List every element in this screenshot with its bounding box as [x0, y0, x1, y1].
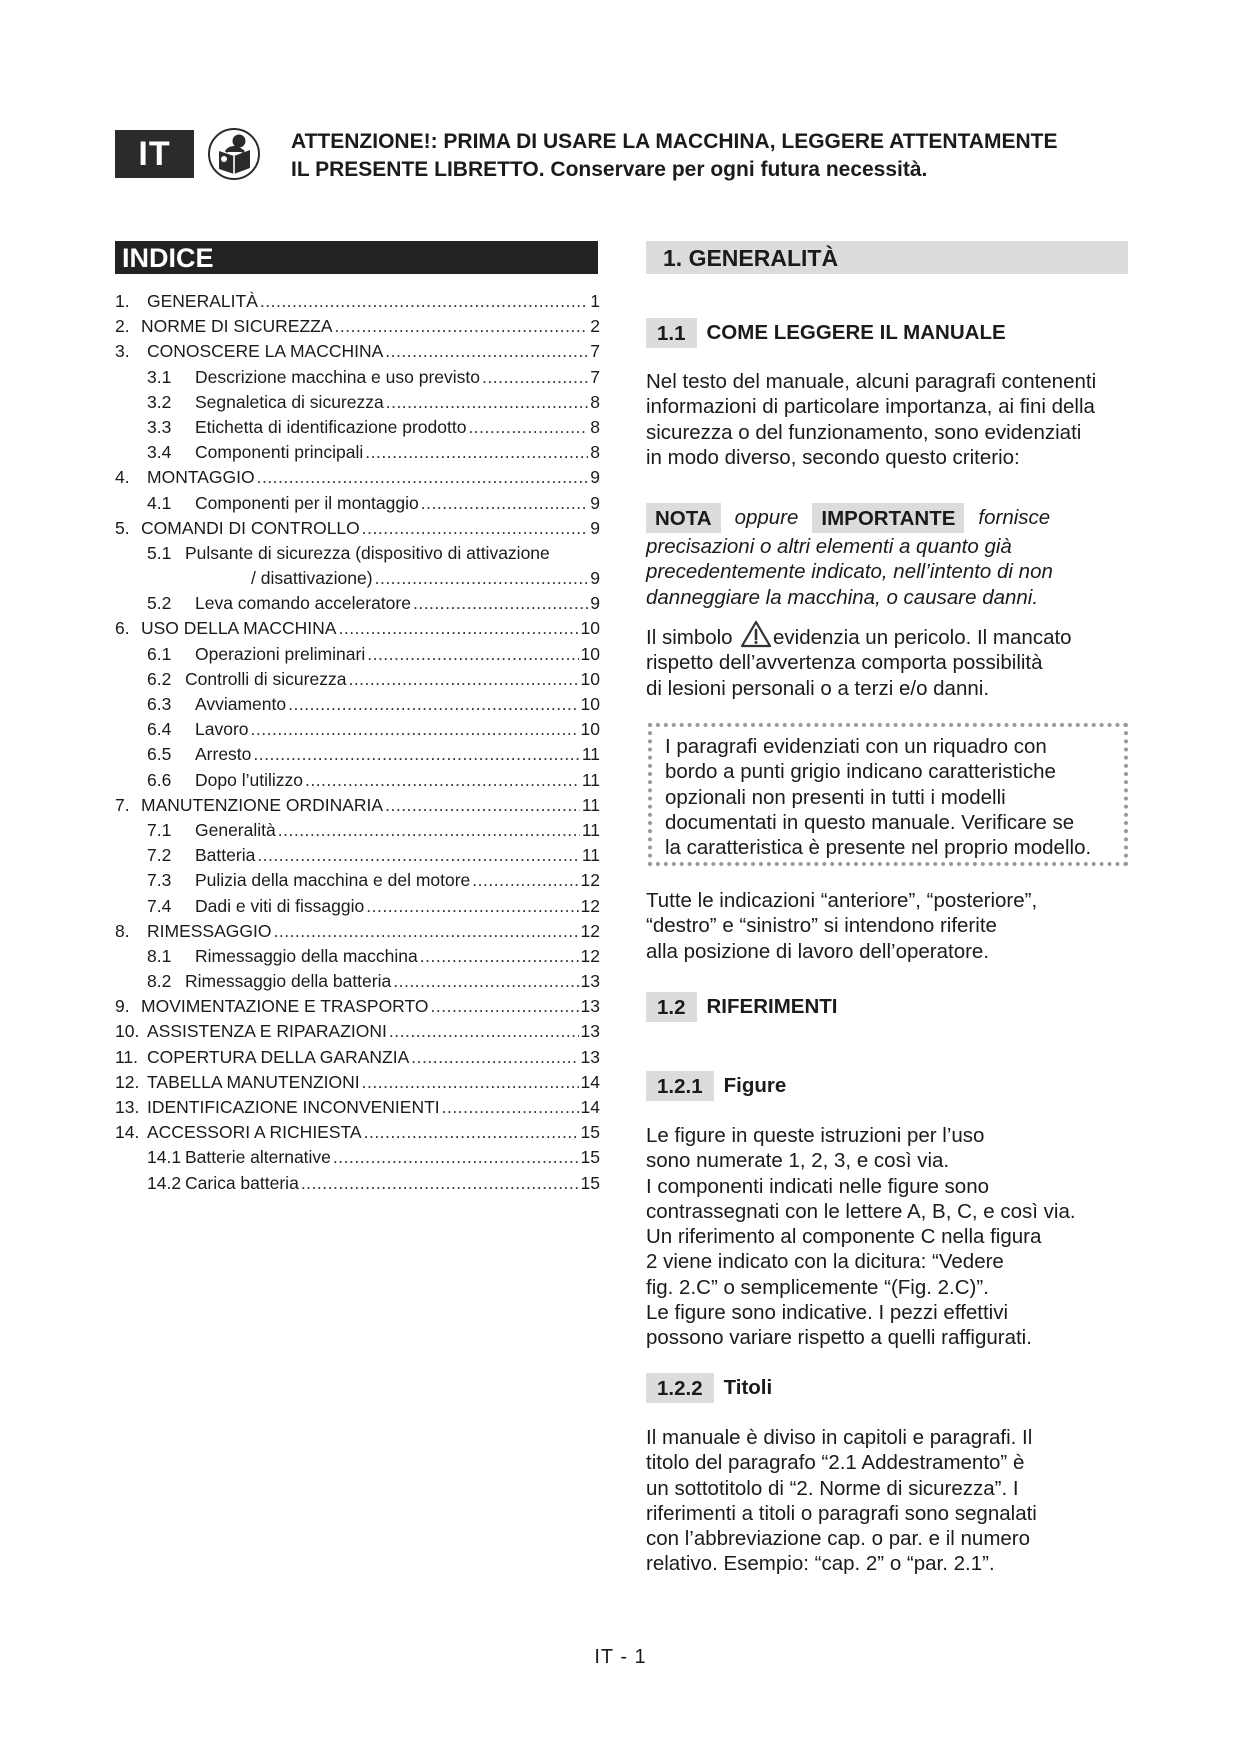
toc-entry-label: Controlli di sicurezza: [185, 668, 347, 689]
toc-entry[interactable]: [115, 314, 600, 339]
toc-leader-dots: [253, 742, 579, 767]
toc-entry-label: NORME DI SICUREZZA: [141, 316, 333, 337]
toc-entry-number: 3.2: [147, 391, 172, 412]
toc-entry-label: / disattivazione): [251, 568, 373, 589]
toc-leader-dots: [348, 667, 578, 692]
language-badge: IT: [115, 130, 194, 178]
toc-entry[interactable]: [115, 692, 600, 717]
text-line: sono numerate 1, 2, 3, e così via.: [646, 1149, 950, 1173]
toc-entry-number: 3.4: [147, 442, 172, 463]
text-line: danneggiare la macchina, o causare danni.: [646, 585, 1039, 609]
toc-entry[interactable]: [115, 969, 600, 994]
toc-entry[interactable]: [115, 793, 600, 818]
toc-leader-dots: [420, 944, 579, 969]
index-title: INDICE: [115, 241, 598, 274]
note-paragraph: [646, 534, 1053, 610]
text-line: Nel testo del manuale, alcuni paragrafi contenenti: [646, 370, 1097, 393]
subsection-number: 1.2: [646, 992, 697, 1022]
toc-leader-dots: [364, 1120, 579, 1145]
toc-entry-label: MONTAGGIO: [147, 467, 255, 488]
toc-entry-label: Leva comando acceleratore: [195, 593, 411, 614]
toc-leader-dots: [413, 591, 588, 616]
table-of-contents: [115, 289, 600, 1196]
toc-entry[interactable]: [115, 1120, 600, 1145]
text-line: opzionali non presenti in tutti i modelli: [665, 785, 1006, 809]
toc-entry-label: Batteria: [195, 845, 256, 866]
toc-entry[interactable]: [115, 1070, 600, 1095]
toc-entry-number: 8.2: [147, 971, 172, 992]
text-line: Le figure sono indicative. I pezzi effettivi: [646, 1301, 1008, 1325]
toc-entry[interactable]: [115, 566, 600, 591]
toc-entry[interactable]: [115, 440, 600, 465]
toc-entry-label: Batterie alternative: [185, 1147, 331, 1168]
directions-paragraph: [646, 888, 1146, 964]
toc-entry-label: GENERALITÀ: [147, 291, 258, 311]
toc-entry-label: Segnaletica di sicurezza: [195, 391, 384, 412]
toc-entry[interactable]: [115, 365, 600, 390]
toc-entry-number: 11.: [115, 1046, 139, 1067]
toc-entry[interactable]: [115, 1045, 600, 1070]
toc-leader-dots: [393, 969, 578, 994]
toc-entry-page: 11: [581, 845, 600, 866]
toc-leader-dots: [472, 868, 578, 893]
toc-leader-dots: [442, 1095, 579, 1120]
toc-entry[interactable]: [115, 717, 600, 742]
toc-entry-page: 14: [580, 1097, 600, 1117]
toc-entry-label: Etichetta di identificazione prodotto: [195, 416, 467, 437]
toc-entry-number: 9.: [115, 996, 130, 1017]
toc-leader-dots: [338, 616, 578, 641]
toc-entry-page: 12: [580, 895, 600, 916]
toc-leader-dots: [257, 843, 580, 868]
toc-entry-label: Lavoro: [195, 719, 249, 740]
toc-leader-dots: [257, 465, 589, 490]
toc-entry[interactable]: [115, 616, 600, 641]
toc-entry-number: 6.1: [147, 643, 172, 664]
text-line: Il manuale è diviso in capitoli e paragrafi. Il: [646, 1426, 1033, 1449]
toc-entry[interactable]: [115, 465, 600, 490]
toc-entry-page: 10: [580, 668, 600, 689]
toc-entry-page: 15: [580, 1147, 600, 1168]
toc-entry-label: CONOSCERE LA MACCHINA: [147, 341, 384, 362]
toc-leader-dots: [362, 516, 588, 541]
subsection-heading-1-2-1: [646, 1071, 786, 1101]
toc-entry-number: 1.: [115, 291, 130, 311]
symbol-post-text: evidenzia un pericolo. Il mancato: [773, 626, 1072, 649]
subsection-title: Figure: [723, 1074, 787, 1097]
toc-leader-dots: [431, 994, 579, 1019]
warning-line-1: ATTENZIONE!: PRIMA DI USARE LA MACCHINA, LEGGERE ATTENTAMENTE: [291, 130, 1058, 153]
text-line: Le figure in queste istruzioni per l’uso: [646, 1124, 985, 1147]
toc-entry-label: Rimessaggio della macchina: [195, 945, 418, 966]
subsection-number: 1.2.1: [646, 1071, 714, 1101]
text-line: contrassegnati con le lettere A, B, C, e così via.: [646, 1199, 1076, 1223]
toc-entry[interactable]: [115, 591, 600, 616]
toc-entry-label: USO DELLA MACCHINA: [141, 618, 337, 639]
toc-leader-dots: [468, 415, 588, 440]
toc-entry[interactable]: [115, 415, 600, 440]
optional-features-box: [648, 723, 1128, 866]
text-line: precedentemente indicato, nell’intento di non: [646, 560, 1053, 584]
text-line: riferimenti a titoli o paragrafi sono segnalati: [646, 1501, 1037, 1525]
toc-entry-number: 8.: [115, 920, 130, 941]
text-line: precisazioni o altri elementi a quanto già: [646, 535, 1012, 558]
toc-entry[interactable]: [115, 339, 600, 364]
symbol-line: [646, 620, 1146, 650]
toc-leader-dots: [386, 390, 589, 415]
toc-entry-label: IDENTIFICAZIONE INCONVENIENTI: [147, 1097, 440, 1117]
toc-entry-label: Operazioni preliminari: [195, 643, 366, 664]
nota-label: NOTA: [646, 503, 721, 533]
toc-entry-label: Avviamento: [195, 694, 287, 714]
subsection-title: Titoli: [723, 1376, 773, 1399]
toc-entry[interactable]: [115, 491, 600, 516]
toc-entry-page: 9: [590, 593, 600, 614]
toc-entry-label: Rimessaggio della batteria: [185, 971, 392, 992]
toc-entry-number: 5.: [115, 517, 130, 538]
text-line: alla posizione di lavoro dell’operatore.: [646, 939, 990, 963]
subsection-number: 1.1: [646, 318, 697, 348]
toc-leader-dots: [260, 289, 588, 314]
toc-entry[interactable]: [115, 768, 600, 793]
toc-entry-page: 9: [590, 568, 600, 589]
text-line: Tutte le indicazioni “anteriore”, “posteriore”,: [646, 889, 1038, 912]
text-line: relativo. Esempio: “cap. 2” o “par. 2.1”.: [646, 1552, 995, 1576]
toc-entry-label: Pulizia della macchina e del motore: [195, 870, 471, 891]
text-line: di lesioni personali o a terzi e/o danni.: [646, 676, 990, 700]
toc-entry-page: 13: [580, 1046, 600, 1067]
toc-entry[interactable]: [115, 1019, 600, 1044]
fornisce-text: fornisce: [978, 506, 1051, 529]
toc-leader-dots: [251, 717, 579, 742]
toc-leader-dots: [367, 642, 578, 667]
subsection-heading-1-2: [646, 992, 837, 1022]
text-line: con l’abbreviazione cap. o par. e il numero: [646, 1527, 1031, 1551]
toc-leader-dots: [366, 894, 578, 919]
symbol-pre-text: Il simbolo: [646, 626, 733, 649]
toc-leader-dots: [482, 365, 588, 390]
text-line: sicurezza o del funzionamento, sono evidenziati: [646, 420, 1082, 444]
toc-entry[interactable]: [115, 667, 600, 692]
titles-paragraph: [646, 1425, 1146, 1577]
note-labels-line: [646, 503, 1064, 533]
page-number: IT - 1: [594, 1646, 647, 1668]
toc-entry-number: 3.1: [147, 366, 172, 387]
toc-entry-label: MOVIMENTAZIONE E TRASPORTO: [141, 996, 429, 1017]
toc-entry-page: 9: [590, 492, 600, 513]
toc-entry-label: ACCESSORI A RICHIESTA: [147, 1122, 362, 1143]
toc-entry-label: Componenti per il montaggio: [195, 492, 419, 513]
toc-entry[interactable]: [115, 944, 600, 969]
subsection-number: 1.2.2: [646, 1373, 714, 1403]
toc-entry-number: 7.3: [147, 870, 172, 891]
toc-entry-number: 7.2: [147, 845, 172, 866]
toc-leader-dots: [365, 440, 588, 465]
toc-entry-page: 8: [590, 391, 600, 412]
toc-entry-number: 7.4: [147, 895, 172, 916]
toc-leader-dots: [389, 1019, 579, 1044]
warning-triangle-icon: [740, 620, 772, 648]
section-title: 1. GENERALITÀ: [646, 241, 1128, 274]
toc-entry-number: 14.2: [147, 1172, 182, 1193]
toc-entry-label: Arresto: [195, 744, 252, 765]
toc-entry-number: 3.3: [147, 416, 172, 437]
toc-entry[interactable]: [115, 742, 600, 767]
toc-entry-page: 13: [580, 1021, 600, 1042]
toc-entry-label: COMANDI DI CONTROLLO: [141, 517, 360, 538]
toc-entry[interactable]: [115, 1171, 600, 1196]
toc-leader-dots: [305, 768, 580, 793]
toc-entry-page: 12: [580, 870, 600, 891]
text-line: bordo a punti grigio indicano caratteristiche: [665, 760, 1056, 784]
toc-entry-number: 6.5: [147, 744, 172, 765]
toc-entry-label: Dadi e viti di fissaggio: [195, 895, 365, 916]
text-line: fig. 2.C” o semplicemente “(Fig. 2.C)”.: [646, 1275, 989, 1299]
toc-entry-label: Descrizione macchina e uso previsto: [195, 366, 480, 387]
toc-entry[interactable]: [115, 642, 600, 667]
toc-leader-dots: [333, 1145, 579, 1170]
toc-entry-page: 10: [580, 694, 600, 714]
toc-entry[interactable]: [115, 818, 600, 843]
toc-entry-number: 10.: [115, 1021, 140, 1042]
figures-paragraph: [646, 1123, 1146, 1351]
subsection-heading-1-2-2: [646, 1373, 772, 1403]
text-line: rispetto dell’avvertenza comporta possibilità: [646, 651, 1043, 675]
toc-entry-page: 10: [580, 618, 600, 639]
toc-entry-page: 2: [590, 316, 600, 337]
toc-entry-label: Componenti principali: [195, 442, 364, 463]
toc-entry[interactable]: [115, 1145, 600, 1170]
toc-entry[interactable]: [115, 919, 600, 944]
toc-entry-label: TABELLA MANUTENZIONI: [147, 1071, 360, 1092]
toc-entry-label: ASSISTENZA E RIPARAZIONI: [147, 1021, 387, 1042]
oppure-text: oppure: [734, 506, 799, 529]
toc-entry-number: 6.2: [147, 668, 172, 689]
text-line: informazioni di particolare importanza, ai fini della: [646, 395, 1095, 419]
text-line: I componenti indicati nelle figure sono: [646, 1174, 990, 1198]
toc-entry-page: 11: [581, 744, 600, 765]
toc-entry-number: 8.1: [147, 945, 172, 966]
toc-entry[interactable]: [115, 868, 600, 893]
toc-entry-page: 1: [590, 291, 600, 311]
text-line: documentati in questo manuale. Verificare se: [665, 810, 1075, 834]
toc-leader-dots: [375, 566, 589, 591]
text-line: possono variare rispetto a quelli raffigurati.: [646, 1326, 1032, 1350]
warning-header: [291, 128, 1191, 184]
toc-entry[interactable]: [115, 390, 600, 415]
toc-entry-page: 12: [580, 920, 600, 941]
toc-leader-dots: [335, 314, 589, 339]
toc-entry-number: 14.: [115, 1122, 140, 1143]
toc-leader-dots: [301, 1171, 579, 1196]
toc-entry-page: 11: [581, 819, 600, 840]
toc-entry-number: 7.: [115, 794, 130, 815]
text-line: in modo diverso, secondo questo criterio:: [646, 445, 1020, 469]
subsection-title: RIFERIMENTI: [706, 995, 838, 1018]
toc-entry-number: 4.1: [147, 492, 172, 513]
warning-line-2: IL PRESENTE LIBRETTO. Conservare per ogni futura necessità.: [291, 158, 928, 181]
toc-entry-page: 15: [580, 1122, 600, 1143]
text-line: un sottotitolo di “2. Norme di sicurezza”. I: [646, 1476, 1019, 1500]
subsection-title: COME LEGGERE IL MANUALE: [706, 321, 1006, 344]
subsection-heading-1-1: [646, 318, 1006, 348]
toc-entry-label: Carica batteria: [185, 1172, 299, 1193]
toc-leader-dots: [278, 818, 580, 843]
toc-entry-page: 13: [580, 996, 600, 1017]
toc-entry[interactable]: [115, 541, 600, 566]
read-manual-icon: [208, 128, 260, 180]
toc-leader-dots: [273, 919, 578, 944]
toc-leader-dots: [362, 1070, 579, 1095]
toc-entry[interactable]: [115, 843, 600, 868]
toc-entry-number: 13.: [115, 1097, 140, 1117]
toc-entry-page: 11: [581, 794, 600, 815]
text-line: 2 viene indicato con la dicitura: “Vedere: [646, 1250, 1004, 1274]
toc-entry-page: 9: [590, 517, 600, 538]
toc-entry-number: 6.6: [147, 769, 172, 790]
toc-entry-label: Generalità: [195, 819, 276, 840]
toc-entry-page: 14: [580, 1071, 600, 1092]
toc-leader-dots: [385, 339, 588, 364]
intro-paragraph: [646, 369, 1146, 470]
toc-leader-dots: [411, 1045, 578, 1070]
toc-entry-label: Pulsante di sicurezza (dispositivo di attivazione: [185, 542, 550, 563]
text-line: Un riferimento al componente C nella figura: [646, 1225, 1042, 1249]
toc-entry-number: 6.: [115, 618, 130, 639]
toc-entry[interactable]: [115, 894, 600, 919]
text-line: titolo del paragrafo “2.1 Addestramento” è: [646, 1451, 1025, 1475]
toc-entry[interactable]: [115, 1095, 600, 1120]
text-line: “destro” e “sinistro” si intendono riferite: [646, 914, 997, 938]
toc-entry-page: 7: [590, 341, 600, 362]
toc-entry-label: MANUTENZIONE ORDINARIA: [141, 794, 384, 815]
toc-entry-number: 5.2: [147, 593, 172, 614]
toc-entry-page: 11: [581, 769, 600, 790]
toc-entry-page: 8: [590, 416, 600, 437]
toc-entry[interactable]: [115, 289, 600, 314]
toc-entry-number: 5.1: [147, 542, 172, 563]
toc-entry-label: COPERTURA DELLA GARANZIA: [147, 1046, 410, 1067]
toc-entry-page: 10: [580, 643, 600, 664]
toc-entry-number: 3.: [115, 341, 130, 362]
toc-leader-dots: [421, 491, 589, 516]
symbol-paragraph: [646, 620, 1146, 701]
toc-entry[interactable]: [115, 516, 600, 541]
toc-leader-dots: [385, 793, 580, 818]
toc-leader-dots: [288, 692, 578, 717]
text-line: I paragrafi evidenziati con un riquadro con: [665, 735, 1047, 758]
toc-entry-number: 4.: [115, 467, 130, 488]
toc-entry-number: 6.4: [147, 719, 172, 740]
toc-entry-page: 9: [590, 467, 600, 488]
toc-entry-number: 12.: [115, 1071, 140, 1092]
toc-entry-number: 7.1: [147, 819, 172, 840]
toc-entry-page: 15: [580, 1172, 600, 1193]
importante-label: IMPORTANTE: [812, 503, 964, 533]
toc-entry-page: 7: [590, 366, 600, 387]
toc-entry-label: Dopo l’utilizzo: [195, 769, 303, 790]
toc-entry-page: 12: [580, 945, 600, 966]
toc-entry-page: 10: [580, 719, 600, 740]
toc-entry-number: 6.3: [147, 694, 172, 714]
toc-entry-page: 13: [580, 971, 600, 992]
toc-entry-label: RIMESSAGGIO: [147, 920, 272, 941]
text-line: la caratteristica è presente nel proprio modello.: [665, 836, 1092, 860]
toc-entry-number: 2.: [115, 316, 130, 337]
toc-entry-number: 14.1: [147, 1147, 182, 1168]
toc-entry-page: 8: [590, 442, 600, 463]
toc-entry[interactable]: [115, 994, 600, 1019]
